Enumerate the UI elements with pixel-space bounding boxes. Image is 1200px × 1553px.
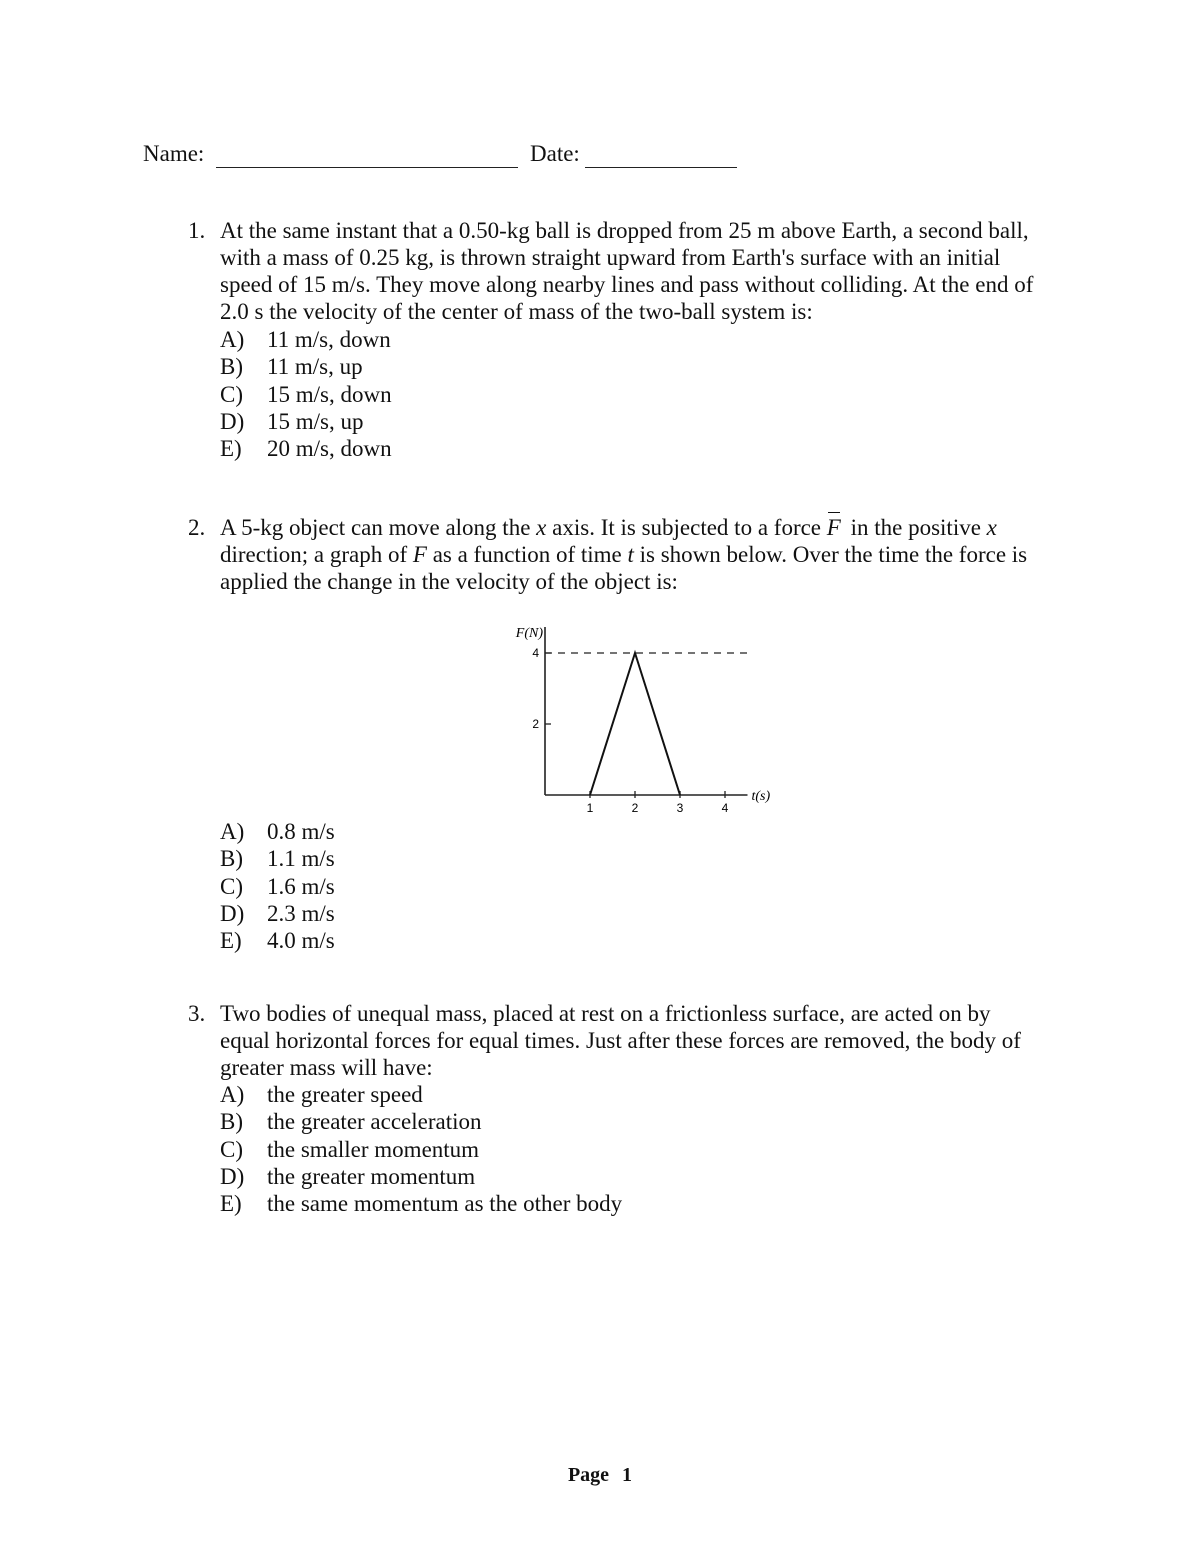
name-label: Name: [143,141,205,166]
vector-bar [828,512,840,513]
force-vector [827,515,841,540]
variable-f: F [412,542,427,567]
question-line [220,514,1027,541]
page-label: Page [567,1464,610,1486]
question-text [220,217,1033,325]
choice-letter: D) [220,900,245,926]
text-run: direction; a graph of [220,542,413,567]
force-time-graph [480,615,800,825]
x-tick-label: 4 [721,801,729,815]
variable-x: x [536,515,547,540]
page-number: 1 [622,1464,633,1486]
choice-letter: B) [220,354,243,380]
choice-letter: A) [220,327,245,352]
question-line [220,541,1027,568]
choice-letter: E) [220,1191,242,1217]
choice-text: 20 m/s, down [267,436,392,462]
choice-letter: D) [220,1163,245,1189]
choice-text: 1.6 m/s [267,873,335,899]
question-line: with a mass of 0.25 kg, is thrown straight upward from Earth's surface with an initial [220,245,1001,270]
question-line: 2.0 s the velocity of the center of mass of the two-ball system is: [220,299,813,324]
choice-text: 1.1 m/s [267,846,335,872]
question-line: speed of 15 m/s. They move along nearby lines and pass without colliding. At the end of [220,272,1034,297]
choice-text: the same momentum as the other body [267,1191,623,1217]
question-line: greater mass will have: [220,1055,433,1080]
choice-letter: B) [220,1109,243,1135]
choice-letter: A) [220,819,245,844]
choice-text: 2.3 m/s [267,900,335,926]
question-line: Two bodies of unequal mass, placed at rest on a frictionless surface, are acted on by [220,1001,991,1026]
text-run: in the positive [844,515,987,540]
choice-text: 11 m/s, down [267,327,391,352]
question-text [220,1000,1021,1081]
y-axis-label: F(N) [515,626,543,641]
choice-letter: E) [220,928,242,954]
choice-text: 15 m/s, down [267,381,392,407]
text-run: is shown below. Over the time the force is [633,542,1028,567]
text-run: A 5-kg object can move along the [220,515,537,540]
choice-letter: B) [220,846,243,872]
x-tick-label: 3 [676,801,684,815]
variable-t: t [627,542,634,567]
choice-text: the greater momentum [267,1163,476,1189]
question-line: equal horizontal forces for equal times. Just after these forces are removed, the body of [220,1028,1021,1053]
question-line: At the same instant that a 0.50-kg ball is dropped from 25 m above Earth, a second ball, [220,218,1029,243]
choice-letter: A) [220,1082,245,1107]
date-blank[interactable] [585,167,737,168]
question-number: 2. [188,515,206,540]
variable-x: x [986,515,997,540]
page-footer [0,1464,1200,1487]
choice-text: the greater speed [267,1082,423,1107]
choice-text: 11 m/s, up [267,354,363,380]
question-line: applied the change in the velocity of the object is: [220,569,678,594]
date-label: Date: [530,141,580,166]
choice-text: 15 m/s, up [267,408,364,434]
x-tick-label: 1 [586,801,594,815]
choice-text: the greater acceleration [267,1109,482,1135]
choice-letter: C) [220,1136,243,1162]
y-tick-label: 2 [532,717,539,731]
text-run: as a function of time [426,542,628,567]
choice-letter: E) [220,436,242,462]
text-run: axis. It is subjected to a force [546,515,827,540]
question-text [220,514,1027,595]
x-tick-label: 2 [631,801,639,815]
choice-text: the smaller momentum [267,1136,480,1162]
choice-letter: C) [220,873,243,899]
choice-letter: D) [220,408,245,434]
y-tick-label: 4 [532,646,539,660]
choice-text: 0.8 m/s [267,819,335,844]
force-series-line [590,653,680,795]
question-number: 1. [188,218,206,243]
variable-f: F [826,515,841,540]
choice-letter: C) [220,381,243,407]
x-axis-label: t(s) [751,789,771,804]
question-number: 3. [188,1001,206,1026]
name-blank[interactable] [216,167,518,168]
choice-text: 4.0 m/s [267,928,335,954]
